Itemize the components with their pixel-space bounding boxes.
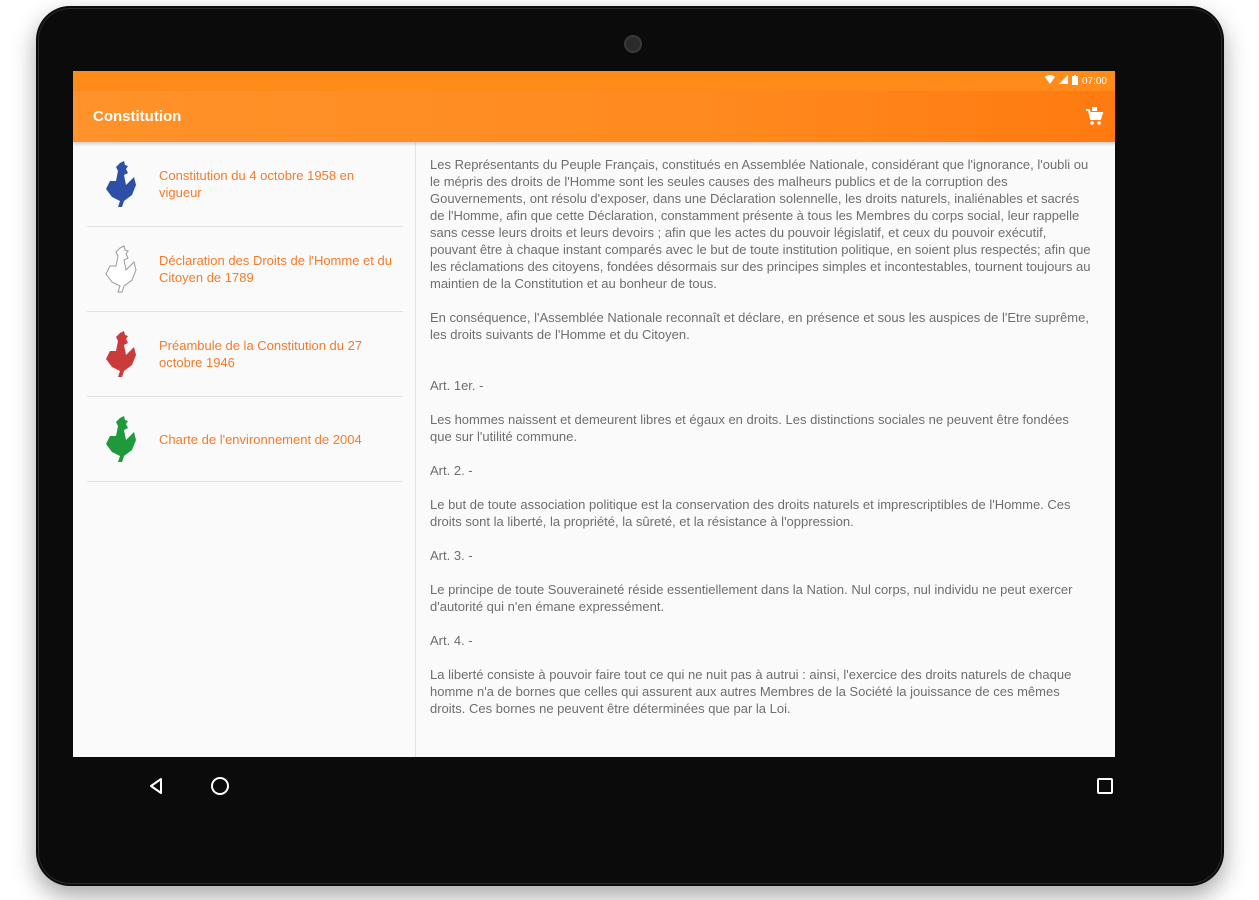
recents-icon[interactable] — [1094, 775, 1116, 797]
article-text: Les hommes naissent et demeurent libres et égaux en droits. Les distinctions sociales ne peuvent être fondées que sur l'utilité commune. — [430, 412, 1069, 444]
consequence-paragraph: En conséquence, l'Assemblée Nationale reconnaît et déclare, en présence et sous les auspices de l'Etre suprême, les droits suivants de l'Homme et du Citoyen. — [430, 310, 1089, 342]
green-rooster-icon — [93, 412, 143, 466]
document-text — [416, 142, 1115, 757]
article-text: Le but de toute association politique est la conservation des droits naturels et imprescriptibles de l'Homme. Ces droits sont la liberté, la propriété, la sûreté, et la résistance à l'oppression. — [430, 497, 1071, 529]
article-text: Le principe de toute Souveraineté réside essentiellement dans la Nation. Nul corps, nul individu ne peut exercer d'autorité qui n'en émane expressément. — [430, 582, 1073, 614]
intro-paragraph: Les Représentants du Peuple Français, constitués en Assemblée Nationale, considérant que l'ignorance, l'oubli ou le mépris des droits de l'Homme sont les seules causes des malheurs publics et de la corruption des Gouvernements, ont résolu d'exposer, dans une Déclaration solennelle, les droits naturels, inaliénables et sacrés de l'Homme, afin que cette Déclaration, constamment présente à tous les Membres du corps social, leur rappelle sans cesse leurs droits et leurs devoirs ; afin que les actes du pouvoir législatif, et ceux du pouvoir exécutif, pouvant être à chaque instant comparés avec le but de toute institution politique, en soient plus respectés; afin que les réclamations des citoyens, fondées désormais sur des principes simples et incontestables, tournent toujours au maintien de la Constitution et au bonheur de tous. — [430, 157, 1091, 291]
app-toolbar — [73, 91, 1115, 142]
article-heading: Art. 3. - — [430, 548, 473, 563]
signal-icon — [1059, 75, 1068, 87]
content-area — [73, 142, 1115, 757]
list-item-label: Charte de l'environnement de 2004 — [159, 431, 362, 447]
article-heading: Art. 4. - — [430, 633, 473, 648]
back-icon[interactable] — [145, 775, 167, 797]
battery-icon — [1072, 75, 1078, 88]
article-heading: Art. 1er. - — [430, 378, 484, 393]
blue-rooster-icon — [93, 157, 143, 211]
app-screen — [73, 71, 1115, 757]
list-item-preambule-1946[interactable] — [87, 312, 403, 397]
status-bar — [73, 71, 1115, 91]
camera-icon — [624, 35, 642, 53]
cart-icon[interactable] — [1081, 104, 1107, 130]
list-item-constitution-1958[interactable] — [87, 142, 403, 227]
red-rooster-icon — [93, 327, 143, 381]
list-item-label: Déclaration des Droits de l'Homme et du Citoyen de 1789 — [159, 253, 392, 285]
document-list — [73, 142, 416, 757]
article-heading: Art. 2. - — [430, 463, 473, 478]
list-item-declaration-1789[interactable] — [87, 227, 403, 312]
wifi-icon — [1045, 75, 1055, 87]
white-rooster-icon — [93, 242, 143, 296]
page-title: Constitution — [93, 108, 182, 125]
list-item-charte-2004[interactable] — [87, 397, 403, 482]
list-item-label: Constitution du 4 octobre 1958 en vigueur — [159, 168, 355, 200]
home-icon[interactable] — [209, 775, 231, 797]
navigation-bar — [73, 757, 1115, 815]
list-item-label: Préambule de la Constitution du 27 octobre 1946 — [159, 338, 363, 370]
article-text: La liberté consiste à pouvoir faire tout ce qui ne nuit pas à autrui : ainsi, l'exercice des droits naturels de chaque homme n'a de bornes que celles qui assurent aux autres Membres de la Société la jouissance de ces mêmes droits. Ces bornes ne peuvent être déterminées que par la Loi. — [430, 667, 1072, 716]
status-time: 07:00 — [1081, 75, 1107, 87]
